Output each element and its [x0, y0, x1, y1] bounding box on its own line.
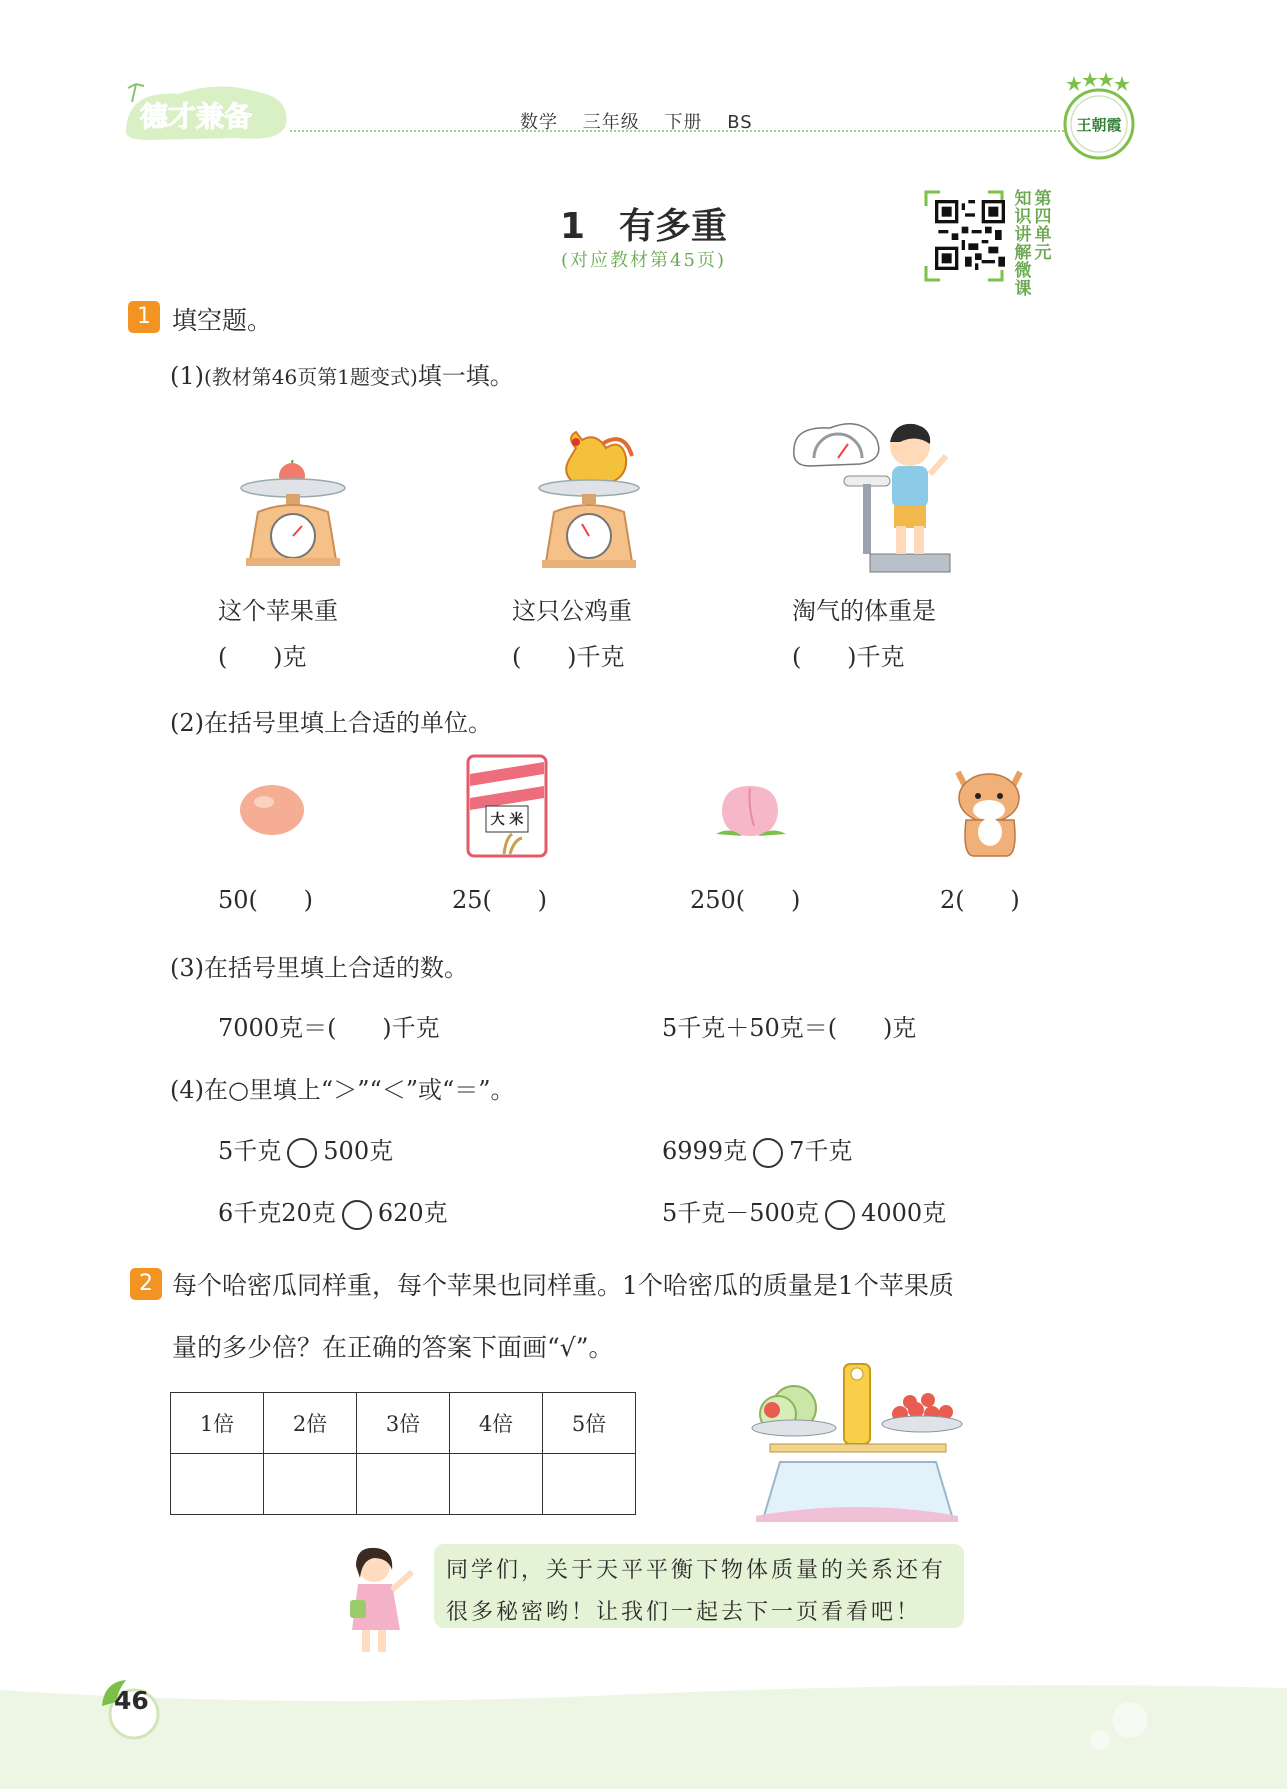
- q1-item2-blank[interactable]: ( )千克: [512, 643, 625, 671]
- q1-item1-blank[interactable]: ( )克: [218, 643, 307, 671]
- svg-text:大 米: 大 米: [490, 812, 524, 828]
- boy-weighing-illustration: [790, 420, 960, 582]
- rooster-scale-illustration: [536, 428, 642, 570]
- question-1-badge: 1: [128, 301, 160, 333]
- q1-part3-item2[interactable]: 5千克＋50克＝( )克: [662, 1014, 917, 1042]
- q1-part2-item1[interactable]: 50( ): [218, 886, 314, 914]
- compare-row-1-right: 6999克 7千克: [662, 1131, 852, 1168]
- header-subject: 数学: [520, 112, 558, 133]
- q1-part4-heading: (4)在○里填上“＞”“＜”或“＝”。: [170, 1076, 515, 1104]
- q1-part1-source: (教材第46页第1题变式): [204, 365, 418, 389]
- compare-circle-1[interactable]: [287, 1138, 317, 1168]
- compare-row-1-left: 5千克 500克: [218, 1131, 393, 1168]
- q1-part3-item1[interactable]: 7000克＝( )千克: [218, 1014, 440, 1042]
- answer-table: [170, 1392, 636, 1515]
- q1-part2-heading: (2)在括号里填上合适的单位。: [170, 709, 492, 737]
- header-grade: 三年级: [582, 112, 640, 133]
- rice-bag-illustration: [466, 754, 548, 858]
- table-header-row: [171, 1393, 636, 1454]
- tip-text: [446, 1550, 966, 1634]
- q1-item3-blank[interactable]: ( )千克: [792, 643, 905, 671]
- footer-wave: [0, 1680, 1287, 1789]
- answer-cell-2[interactable]: [264, 1454, 357, 1515]
- compare-circle-3[interactable]: [342, 1200, 372, 1230]
- egg-illustration: [238, 782, 306, 838]
- peach-illustration: [710, 776, 790, 844]
- girl-teacher-illustration: [340, 1544, 424, 1654]
- lesson-title: [0, 198, 1287, 249]
- question-2-line1: 每个哈密瓜同样重，每个苹果也同样重。1个哈密瓜的质量是1个苹果质: [172, 1271, 954, 1300]
- brand-logo: [118, 80, 293, 144]
- compare-circle-4[interactable]: [825, 1200, 855, 1230]
- svg-text:王朝霞: 王朝霞: [1076, 116, 1122, 134]
- question-2-badge: 2: [130, 1268, 162, 1300]
- page-number: 46: [114, 1686, 149, 1715]
- answer-cell-4[interactable]: [450, 1454, 543, 1515]
- tip-line2: 很多秘密哟！让我们一起去下一页看看吧！: [446, 1600, 922, 1625]
- lesson-reference: (对应教材第45页): [561, 250, 726, 271]
- header-volume: 下册: [664, 112, 703, 133]
- tip-line1: 同学们，关于天平平衡下物体质量的关系还有: [446, 1558, 947, 1583]
- q1-part1-heading: [170, 356, 514, 391]
- compare-circle-2[interactable]: [753, 1138, 783, 1168]
- answer-cell-3[interactable]: [357, 1454, 450, 1515]
- lesson-title-text: 有多重: [619, 206, 728, 247]
- svg-text:德才兼备: 德才兼备: [140, 100, 253, 133]
- compare-row-2-right: 5千克－500克 4000克: [662, 1193, 946, 1230]
- qr-code-icon[interactable]: [935, 200, 1005, 270]
- qr-caption-col2: 第四单元: [1034, 189, 1052, 263]
- table-header-cell: 5倍: [543, 1393, 636, 1454]
- apple-scale-illustration: [238, 460, 348, 570]
- balance-scale-illustration: [750, 1358, 964, 1522]
- answer-cell-1[interactable]: [171, 1454, 264, 1515]
- answer-cell-5[interactable]: [543, 1454, 636, 1515]
- compare-row-2-left: 6千克20克 620克: [218, 1193, 448, 1230]
- table-header-cell: 4倍: [450, 1393, 543, 1454]
- qr-caption-col1: 知识讲解微课: [1014, 189, 1032, 299]
- lesson-number: 1: [559, 206, 586, 247]
- question-1-title: 填空题。: [172, 306, 273, 335]
- q1-part2-item2[interactable]: 25( ): [452, 886, 548, 914]
- header-meta: [520, 108, 771, 134]
- q1-part2-item3[interactable]: 250( ): [690, 886, 801, 914]
- q1-item1-text: 这个苹果重: [218, 597, 338, 625]
- q1-part1-label: (1): [170, 362, 204, 390]
- question-2-line2: 量的多少倍？在正确的答案下面画“√”。: [172, 1333, 614, 1362]
- table-header-cell: 2倍: [264, 1393, 357, 1454]
- header-edition: BS: [727, 112, 753, 133]
- q1-part2-item4[interactable]: 2( ): [940, 886, 1020, 914]
- table-header-cell: 3倍: [357, 1393, 450, 1454]
- q1-item2-text: 这只公鸡重: [512, 597, 632, 625]
- table-header-cell: 1倍: [171, 1393, 264, 1454]
- author-badge-logo: [1058, 72, 1140, 164]
- table-answer-row: [171, 1454, 636, 1515]
- cat-illustration: [944, 762, 1034, 858]
- q1-part1-instruction: 填一填。: [417, 362, 514, 390]
- q1-item3-text: 淘气的体重是: [792, 597, 936, 625]
- q1-part3-heading: (3)在括号里填上合适的数。: [170, 954, 468, 982]
